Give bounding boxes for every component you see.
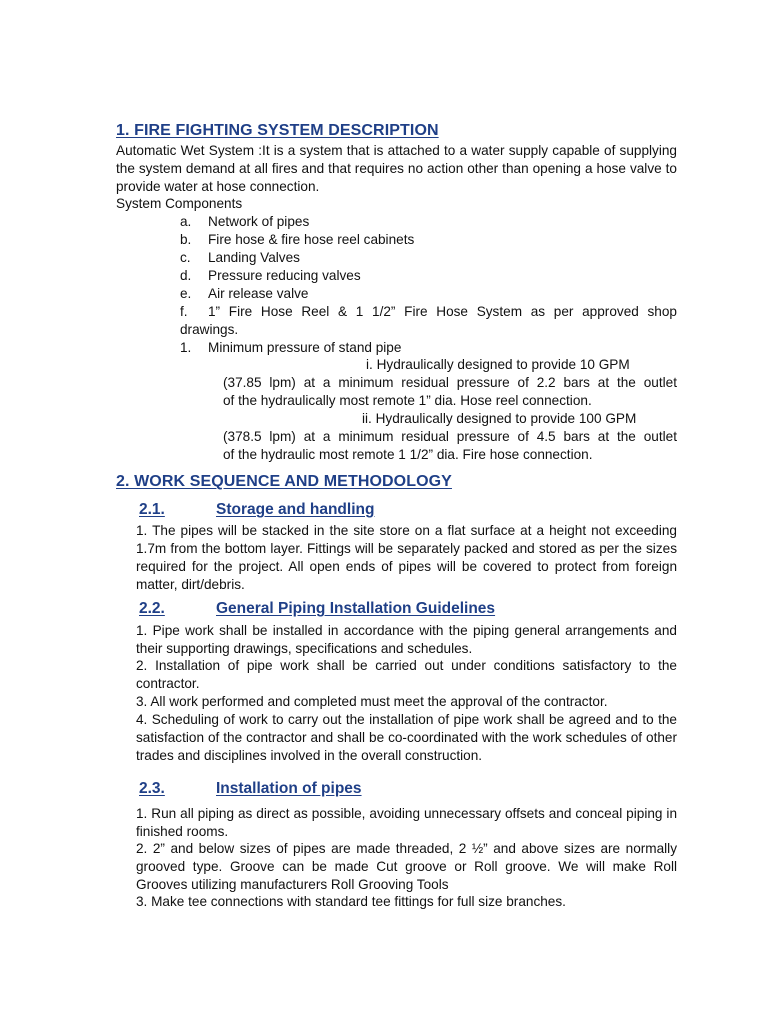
sub-item-ii-line-2: (378.5 lpm) at a minimum residual pressure of 4.5 bars at the outlet	[223, 429, 677, 444]
guideline-paragraph-2: 2. Installation of pipe work shall be carried out under conditions satisfactory to the contractor.	[136, 658, 677, 691]
component-text: Network of pipes	[208, 214, 310, 229]
subsection-2-1-heading	[139, 501, 374, 519]
installation-paragraph-2: 2. 2” and below sizes of pipes are made threaded, 2 ½” and above sizes are normally grooved type. Groove can be made Cut groove or Roll groove. We will make Roll Grooves utilizing manufacturers Roll Grooving Tools	[136, 841, 677, 892]
component-marker: f.	[180, 304, 188, 319]
sub-item-i-line-2: (37.85 lpm) at a minimum residual pressure of 2.2 bars at the outlet	[223, 375, 677, 390]
components-label: System Components	[116, 196, 243, 211]
subsection-number: 2.3.	[139, 780, 165, 797]
subsection-2-2-heading	[139, 600, 495, 618]
section-2-heading: 2. WORK SEQUENCE AND METHODOLOGY	[116, 473, 452, 490]
component-marker: e.	[180, 286, 192, 301]
component-item	[180, 286, 309, 301]
storage-paragraph: 1. The pipes will be stacked in the site store on a flat surface at a height not exceeding 1.7m from the bottom layer. Fittings will be separately packed and stored as per the sizes required for the project. All open ends of pipes will be covered to protect from foreign matter, dirt/debris.	[136, 523, 677, 592]
installation-paragraph-1: 1. Run all piping as direct as possible, avoiding unnecessary offsets and conceal piping in finished rooms.	[136, 806, 677, 839]
component-item	[180, 250, 300, 265]
component-text: Pressure reducing valves	[208, 268, 361, 283]
component-text-continued: drawings.	[180, 322, 239, 337]
component-item-f	[180, 304, 677, 319]
subsection-title: Storage and handling	[216, 501, 375, 518]
subsection-number: 2.1.	[139, 501, 165, 518]
section-1-intro: Automatic Wet System :It is a system that is attached to a water supply capable of supplying the system demand at all fires and that requires no action other than opening a hose valve to provide water at hose connection.	[116, 143, 677, 194]
numbered-item	[180, 340, 401, 355]
section-1-heading: 1. FIRE FIGHTING SYSTEM DESCRIPTION	[116, 122, 439, 139]
component-text: 1” Fire Hose Reel & 1 1/2” Fire Hose System as per approved shop	[208, 304, 677, 319]
component-marker: c.	[180, 250, 191, 265]
subsection-title: General Piping Installation Guidelines	[216, 600, 496, 617]
component-item	[180, 268, 361, 283]
guideline-paragraph-3: 3. All work performed and completed must meet the approval of the contractor.	[136, 694, 608, 709]
component-marker: d.	[180, 268, 192, 283]
subsection-2-3-heading	[139, 780, 362, 798]
numbered-marker: 1.	[180, 340, 192, 355]
guideline-paragraph-4: 4. Scheduling of work to carry out the installation of pipe work shall be agreed and to the satisfaction of the contractor and shall be co-coordinated with the work schedules of other trades and disciplines involved in the overall construction.	[136, 712, 677, 763]
sub-item-i-line-3: of the hydraulically most remote 1” dia. Hose reel connection.	[223, 393, 592, 408]
component-text: Landing Valves	[208, 250, 300, 265]
sub-item-ii-line-3: of the hydraulic most remote 1 1/2” dia. Fire hose connection.	[223, 447, 593, 462]
component-marker: a.	[180, 214, 192, 229]
sub-item-i: i. Hydraulically designed to provide 10 GPM	[366, 357, 630, 372]
subsection-title: Installation of pipes	[216, 780, 362, 797]
guideline-paragraph-1: 1. Pipe work shall be installed in accordance with the piping general arrangements and their supporting drawings, specifications and schedules.	[136, 623, 677, 656]
component-text: Fire hose & fire hose reel cabinets	[208, 232, 415, 247]
component-item	[180, 232, 414, 247]
component-text: Air release valve	[208, 286, 309, 301]
subsection-number: 2.2.	[139, 600, 165, 617]
numbered-text: Minimum pressure of stand pipe	[208, 340, 402, 355]
component-marker: b.	[180, 232, 192, 247]
component-item	[180, 214, 309, 229]
sub-item-ii: ii. Hydraulically designed to provide 100 GPM	[362, 411, 637, 426]
installation-paragraph-3: 3. Make tee connections with standard tee fittings for full size branches.	[136, 894, 566, 909]
